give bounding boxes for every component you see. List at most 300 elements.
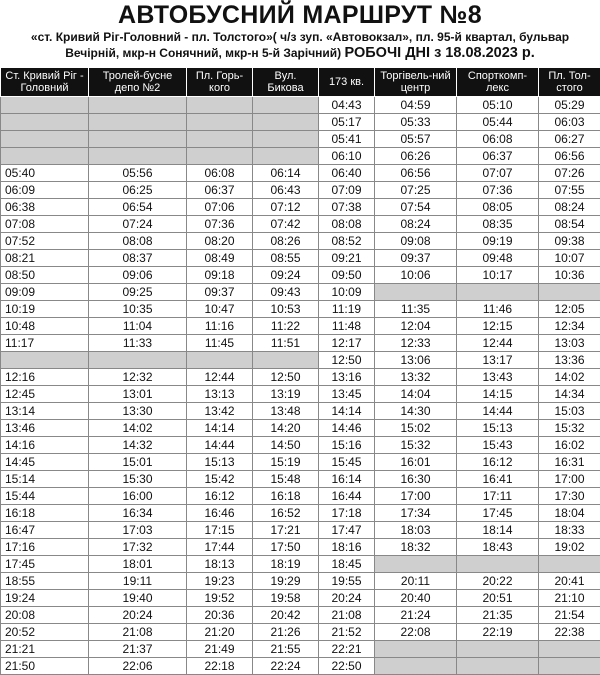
time-cell: 10:19 <box>1 301 89 318</box>
time-cell: 06:25 <box>89 182 187 199</box>
time-cell <box>375 284 457 301</box>
time-cell: 09:09 <box>1 284 89 301</box>
time-cell: 12:44 <box>457 335 539 352</box>
time-cell: 14:02 <box>89 420 187 437</box>
time-cell <box>375 641 457 658</box>
time-cell: 09:37 <box>187 284 253 301</box>
time-cell: 08:50 <box>1 267 89 284</box>
time-cell: 12:16 <box>1 369 89 386</box>
time-cell: 19:11 <box>89 573 187 590</box>
route-description <box>0 29 600 61</box>
time-cell: 18:33 <box>539 522 600 539</box>
time-cell: 08:05 <box>457 199 539 216</box>
time-cell: 14:15 <box>457 386 539 403</box>
time-cell: 11:48 <box>319 318 375 335</box>
time-cell: 16:46 <box>187 505 253 522</box>
time-cell: 20:52 <box>1 624 89 641</box>
time-cell <box>1 131 89 148</box>
time-cell: 15:14 <box>1 471 89 488</box>
time-cell: 14:34 <box>539 386 600 403</box>
time-cell: 07:08 <box>1 216 89 233</box>
time-cell: 14:30 <box>375 403 457 420</box>
time-cell: 15:13 <box>457 420 539 437</box>
time-cell: 10:35 <box>89 301 187 318</box>
time-cell: 18:03 <box>375 522 457 539</box>
time-cell: 11:46 <box>457 301 539 318</box>
time-cell: 15:32 <box>539 420 600 437</box>
time-cell: 09:37 <box>375 250 457 267</box>
time-cell: 16:31 <box>539 454 600 471</box>
time-cell: 06:40 <box>319 165 375 182</box>
time-cell: 09:48 <box>457 250 539 267</box>
time-cell: 16:41 <box>457 471 539 488</box>
time-cell: 22:24 <box>253 658 319 675</box>
time-cell: 16:01 <box>375 454 457 471</box>
time-cell: 14:44 <box>187 437 253 454</box>
time-cell: 17:00 <box>375 488 457 505</box>
time-cell <box>89 352 187 369</box>
table-row <box>1 114 600 131</box>
time-cell <box>457 284 539 301</box>
table-row <box>1 505 600 522</box>
time-cell: 22:50 <box>319 658 375 675</box>
time-cell: 05:33 <box>375 114 457 131</box>
time-cell: 09:21 <box>319 250 375 267</box>
time-cell <box>1 114 89 131</box>
time-cell: 21:08 <box>89 624 187 641</box>
time-cell: 12:34 <box>539 318 600 335</box>
time-cell: 12:15 <box>457 318 539 335</box>
table-row <box>1 318 600 335</box>
time-cell: 17:50 <box>253 539 319 556</box>
time-cell: 20:40 <box>375 590 457 607</box>
table-row <box>1 148 600 165</box>
time-cell: 13:45 <box>319 386 375 403</box>
time-cell: 14:32 <box>89 437 187 454</box>
time-cell: 16:14 <box>319 471 375 488</box>
time-cell: 05:10 <box>457 97 539 114</box>
table-row <box>1 233 600 250</box>
time-cell: 16:44 <box>319 488 375 505</box>
time-cell: 18:01 <box>89 556 187 573</box>
time-cell: 14:16 <box>1 437 89 454</box>
time-cell <box>375 658 457 675</box>
time-cell: 15:01 <box>89 454 187 471</box>
time-cell: 06:37 <box>457 148 539 165</box>
time-cell: 09:24 <box>253 267 319 284</box>
timetable-header-row <box>1 68 600 97</box>
time-cell <box>539 284 600 301</box>
time-cell: 04:59 <box>375 97 457 114</box>
time-cell: 05:29 <box>539 97 600 114</box>
time-cell: 08:08 <box>319 216 375 233</box>
time-cell: 08:37 <box>89 250 187 267</box>
time-cell: 15:42 <box>187 471 253 488</box>
table-row <box>1 216 600 233</box>
table-row <box>1 301 600 318</box>
time-cell: 15:44 <box>1 488 89 505</box>
table-row <box>1 658 600 675</box>
time-cell: 18:55 <box>1 573 89 590</box>
time-cell: 06:54 <box>89 199 187 216</box>
time-cell: 21:55 <box>253 641 319 658</box>
time-cell: 10:36 <box>539 267 600 284</box>
time-cell: 06:03 <box>539 114 600 131</box>
time-cell: 20:22 <box>457 573 539 590</box>
time-cell <box>457 641 539 658</box>
column-header: Тролей-бусне депо №2 <box>89 68 187 97</box>
time-cell: 15:32 <box>375 437 457 454</box>
time-cell: 14:14 <box>319 403 375 420</box>
time-cell: 13:03 <box>539 335 600 352</box>
time-cell: 07:36 <box>457 182 539 199</box>
table-row <box>1 556 600 573</box>
table-row <box>1 624 600 641</box>
time-cell: 08:20 <box>187 233 253 250</box>
time-cell: 21:26 <box>253 624 319 641</box>
time-cell: 17:00 <box>539 471 600 488</box>
table-row <box>1 590 600 607</box>
time-cell <box>253 131 319 148</box>
time-cell: 13:36 <box>539 352 600 369</box>
time-cell: 12:44 <box>187 369 253 386</box>
time-cell: 19:24 <box>1 590 89 607</box>
time-cell <box>89 97 187 114</box>
time-cell: 13:19 <box>253 386 319 403</box>
time-cell: 15:30 <box>89 471 187 488</box>
time-cell: 14:45 <box>1 454 89 471</box>
time-cell: 12:04 <box>375 318 457 335</box>
table-row <box>1 607 600 624</box>
time-cell: 15:45 <box>319 454 375 471</box>
table-row <box>1 641 600 658</box>
time-cell <box>253 97 319 114</box>
time-cell: 10:17 <box>457 267 539 284</box>
time-cell: 22:18 <box>187 658 253 675</box>
time-cell: 21:52 <box>319 624 375 641</box>
time-cell: 20:41 <box>539 573 600 590</box>
time-cell: 18:13 <box>187 556 253 573</box>
time-cell: 07:42 <box>253 216 319 233</box>
time-cell: 10:53 <box>253 301 319 318</box>
time-cell <box>89 131 187 148</box>
table-row <box>1 199 600 216</box>
time-cell: 06:56 <box>375 165 457 182</box>
time-cell: 21:37 <box>89 641 187 658</box>
time-cell: 09:19 <box>457 233 539 250</box>
time-cell: 04:43 <box>319 97 375 114</box>
time-cell: 14:14 <box>187 420 253 437</box>
time-cell: 17:21 <box>253 522 319 539</box>
time-cell: 17:30 <box>539 488 600 505</box>
timetable <box>0 67 600 675</box>
time-cell: 21:50 <box>1 658 89 675</box>
time-cell <box>187 352 253 369</box>
time-cell: 06:09 <box>1 182 89 199</box>
time-cell: 16:18 <box>253 488 319 505</box>
time-cell: 08:21 <box>1 250 89 267</box>
time-cell: 21:21 <box>1 641 89 658</box>
time-cell: 17:18 <box>319 505 375 522</box>
time-cell <box>187 97 253 114</box>
column-header: Пл. Тол-стого <box>539 68 600 97</box>
time-cell: 16:30 <box>375 471 457 488</box>
time-cell: 05:40 <box>1 165 89 182</box>
time-cell: 17:45 <box>1 556 89 573</box>
column-header: Вул. Бикова <box>253 68 319 97</box>
time-cell: 10:09 <box>319 284 375 301</box>
time-cell: 14:04 <box>375 386 457 403</box>
time-cell: 07:55 <box>539 182 600 199</box>
time-cell: 20:24 <box>89 607 187 624</box>
time-cell: 20:36 <box>187 607 253 624</box>
time-cell: 12:45 <box>1 386 89 403</box>
table-row <box>1 335 600 352</box>
time-cell <box>89 114 187 131</box>
time-cell: 08:24 <box>539 199 600 216</box>
time-cell: 17:15 <box>187 522 253 539</box>
time-cell: 21:49 <box>187 641 253 658</box>
time-cell: 16:18 <box>1 505 89 522</box>
time-cell: 07:36 <box>187 216 253 233</box>
time-cell: 17:34 <box>375 505 457 522</box>
time-cell: 05:56 <box>89 165 187 182</box>
time-cell <box>1 352 89 369</box>
time-cell: 05:44 <box>457 114 539 131</box>
time-cell: 06:08 <box>187 165 253 182</box>
time-cell: 14:50 <box>253 437 319 454</box>
time-cell: 08:08 <box>89 233 187 250</box>
time-cell: 15:16 <box>319 437 375 454</box>
time-cell: 20:51 <box>457 590 539 607</box>
timetable-body <box>1 97 600 675</box>
time-cell: 09:43 <box>253 284 319 301</box>
time-cell: 18:32 <box>375 539 457 556</box>
time-cell: 06:37 <box>187 182 253 199</box>
table-row <box>1 284 600 301</box>
time-cell: 08:49 <box>187 250 253 267</box>
time-cell: 08:52 <box>319 233 375 250</box>
time-cell: 11:16 <box>187 318 253 335</box>
time-cell: 16:12 <box>457 454 539 471</box>
time-cell: 06:56 <box>539 148 600 165</box>
table-row <box>1 97 600 114</box>
time-cell: 05:41 <box>319 131 375 148</box>
time-cell: 09:50 <box>319 267 375 284</box>
time-cell: 06:38 <box>1 199 89 216</box>
time-cell: 09:08 <box>375 233 457 250</box>
time-cell: 09:18 <box>187 267 253 284</box>
time-cell <box>1 148 89 165</box>
table-row <box>1 573 600 590</box>
time-cell: 17:03 <box>89 522 187 539</box>
time-cell: 07:26 <box>539 165 600 182</box>
time-cell: 21:35 <box>457 607 539 624</box>
table-row <box>1 488 600 505</box>
time-cell: 22:21 <box>319 641 375 658</box>
time-cell: 19:52 <box>187 590 253 607</box>
time-cell: 09:06 <box>89 267 187 284</box>
table-row <box>1 403 600 420</box>
time-cell: 08:24 <box>375 216 457 233</box>
time-cell <box>253 352 319 369</box>
time-cell <box>89 148 187 165</box>
time-cell: 13:42 <box>187 403 253 420</box>
time-cell: 17:44 <box>187 539 253 556</box>
time-cell: 06:43 <box>253 182 319 199</box>
time-cell: 06:26 <box>375 148 457 165</box>
table-row <box>1 522 600 539</box>
time-cell: 22:06 <box>89 658 187 675</box>
time-cell: 10:48 <box>1 318 89 335</box>
time-cell: 06:10 <box>319 148 375 165</box>
time-cell: 13:30 <box>89 403 187 420</box>
time-cell: 17:32 <box>89 539 187 556</box>
time-cell: 15:13 <box>187 454 253 471</box>
time-cell: 19:29 <box>253 573 319 590</box>
time-cell <box>1 97 89 114</box>
time-cell <box>457 556 539 573</box>
time-cell <box>539 658 600 675</box>
time-cell: 11:19 <box>319 301 375 318</box>
time-cell: 09:38 <box>539 233 600 250</box>
time-cell: 20:11 <box>375 573 457 590</box>
time-cell: 13:43 <box>457 369 539 386</box>
time-cell: 07:06 <box>187 199 253 216</box>
time-cell: 17:11 <box>457 488 539 505</box>
time-cell: 12:50 <box>253 369 319 386</box>
time-cell <box>187 148 253 165</box>
time-cell: 07:25 <box>375 182 457 199</box>
time-cell: 22:19 <box>457 624 539 641</box>
time-cell: 12:33 <box>375 335 457 352</box>
time-cell: 12:32 <box>89 369 187 386</box>
time-cell: 18:43 <box>457 539 539 556</box>
time-cell: 08:26 <box>253 233 319 250</box>
time-cell: 12:17 <box>319 335 375 352</box>
time-cell: 13:17 <box>457 352 539 369</box>
time-cell <box>539 556 600 573</box>
time-cell: 18:19 <box>253 556 319 573</box>
time-cell: 07:12 <box>253 199 319 216</box>
table-row <box>1 437 600 454</box>
time-cell: 13:01 <box>89 386 187 403</box>
time-cell: 13:48 <box>253 403 319 420</box>
time-cell: 05:17 <box>319 114 375 131</box>
time-cell <box>187 114 253 131</box>
time-cell: 11:35 <box>375 301 457 318</box>
time-cell: 13:16 <box>319 369 375 386</box>
table-row <box>1 250 600 267</box>
time-cell: 09:25 <box>89 284 187 301</box>
table-row <box>1 267 600 284</box>
time-cell: 14:46 <box>319 420 375 437</box>
time-cell: 07:38 <box>319 199 375 216</box>
column-header: Торгівель-ний центр <box>375 68 457 97</box>
column-header: 173 кв. <box>319 68 375 97</box>
time-cell: 07:07 <box>457 165 539 182</box>
time-cell: 15:43 <box>457 437 539 454</box>
time-cell: 05:57 <box>375 131 457 148</box>
time-cell: 17:47 <box>319 522 375 539</box>
time-cell: 16:00 <box>89 488 187 505</box>
time-cell: 13:14 <box>1 403 89 420</box>
time-cell: 21:10 <box>539 590 600 607</box>
time-cell: 11:22 <box>253 318 319 335</box>
time-cell: 16:12 <box>187 488 253 505</box>
time-cell: 18:04 <box>539 505 600 522</box>
table-row <box>1 352 600 369</box>
time-cell: 07:54 <box>375 199 457 216</box>
time-cell: 17:16 <box>1 539 89 556</box>
time-cell: 13:13 <box>187 386 253 403</box>
table-row <box>1 471 600 488</box>
table-row <box>1 454 600 471</box>
time-cell: 12:50 <box>319 352 375 369</box>
time-cell: 11:04 <box>89 318 187 335</box>
table-row <box>1 420 600 437</box>
time-cell: 07:52 <box>1 233 89 250</box>
time-cell <box>375 556 457 573</box>
schedule-note: РОБОЧІ ДНІ з 18.08.2023 р. <box>345 45 535 61</box>
time-cell: 10:47 <box>187 301 253 318</box>
table-row <box>1 182 600 199</box>
time-cell: 22:38 <box>539 624 600 641</box>
time-cell: 19:02 <box>539 539 600 556</box>
time-cell: 14:44 <box>457 403 539 420</box>
route-stops: «ст. Кривий Ріг-Головний - пл. Толстого»( ч/з зуп. «Автовокзал», пл. 95-й квартал, бульвар Вечірній, мкр-н Сонячний, мкр-н 5-й Зарічний) <box>31 30 569 60</box>
table-row <box>1 539 600 556</box>
time-cell: 20:24 <box>319 590 375 607</box>
time-cell: 06:08 <box>457 131 539 148</box>
time-cell: 06:14 <box>253 165 319 182</box>
time-cell: 16:34 <box>89 505 187 522</box>
time-cell: 14:02 <box>539 369 600 386</box>
time-cell: 18:14 <box>457 522 539 539</box>
time-cell: 11:17 <box>1 335 89 352</box>
time-cell <box>253 114 319 131</box>
table-row <box>1 369 600 386</box>
time-cell: 18:45 <box>319 556 375 573</box>
time-cell: 20:42 <box>253 607 319 624</box>
time-cell: 21:54 <box>539 607 600 624</box>
time-cell: 06:27 <box>539 131 600 148</box>
time-cell: 21:08 <box>319 607 375 624</box>
time-cell: 10:06 <box>375 267 457 284</box>
time-cell: 14:20 <box>253 420 319 437</box>
table-row <box>1 131 600 148</box>
time-cell <box>539 641 600 658</box>
time-cell: 11:51 <box>253 335 319 352</box>
time-cell: 15:19 <box>253 454 319 471</box>
time-cell: 07:24 <box>89 216 187 233</box>
time-cell: 11:45 <box>187 335 253 352</box>
time-cell: 16:02 <box>539 437 600 454</box>
time-cell: 11:33 <box>89 335 187 352</box>
time-cell: 13:32 <box>375 369 457 386</box>
time-cell: 08:55 <box>253 250 319 267</box>
time-cell: 19:40 <box>89 590 187 607</box>
table-row <box>1 165 600 182</box>
column-header: Ст. Кривий Ріг - Головний <box>1 68 89 97</box>
time-cell <box>457 658 539 675</box>
time-cell: 10:07 <box>539 250 600 267</box>
time-cell: 21:20 <box>187 624 253 641</box>
time-cell: 19:23 <box>187 573 253 590</box>
time-cell: 15:02 <box>375 420 457 437</box>
time-cell <box>187 131 253 148</box>
time-cell: 22:08 <box>375 624 457 641</box>
